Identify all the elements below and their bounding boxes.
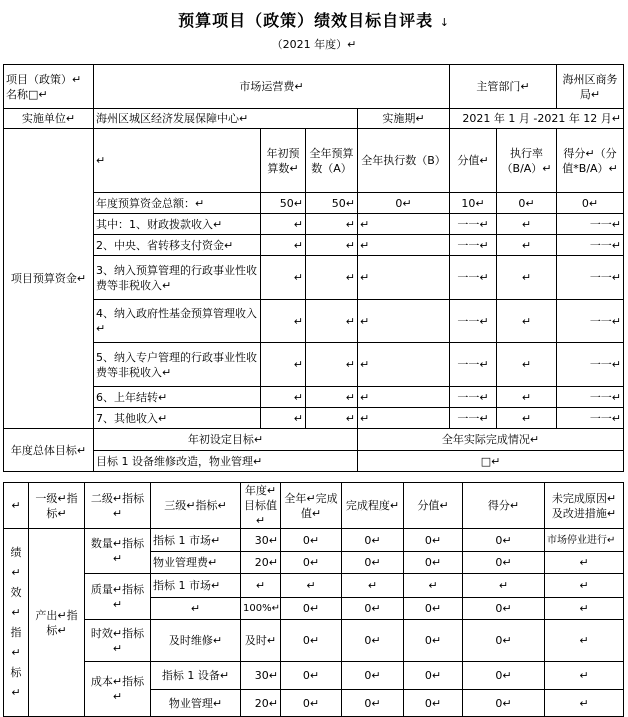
level3-indicator: 及时维修↵ — [151, 620, 241, 662]
level3-indicator: 物业管理费↵ — [151, 552, 241, 574]
budget-header-executed: 全年执行数（B） — [358, 129, 450, 193]
budget-row-label: 6、上年结转↵ — [94, 387, 261, 408]
period-value: 2021 年 1 月 -2021 年 12 月↵ — [450, 109, 624, 129]
reason: ↵ — [545, 662, 624, 690]
budget-row-label: 7、其他收入↵ — [94, 408, 261, 429]
budget-row-rate: ↵ — [497, 408, 557, 429]
budget-row-score: 一一↵ — [557, 343, 624, 387]
budget-row-value: 一一↵ — [450, 343, 497, 387]
score: ↵ — [463, 574, 545, 598]
score-value: 0↵ — [404, 662, 463, 690]
score-value: ↵ — [404, 574, 463, 598]
actual-value: 0↵ — [281, 620, 342, 662]
actual-value: 0↵ — [281, 690, 342, 717]
budget-row-full: ↵ — [306, 408, 358, 429]
score: 0↵ — [463, 598, 545, 620]
target-value: ↵ — [241, 574, 281, 598]
budget-header-score-value: 分值↵ — [450, 129, 497, 193]
budget-row-score: 一一↵ — [557, 387, 624, 408]
ind-header-level3: 三级↵指标↵ — [151, 483, 241, 529]
budget-row-value: 一一↵ — [450, 387, 497, 408]
budget-row-score: 一一↵ — [557, 235, 624, 256]
degree-value: 0↵ — [342, 690, 404, 717]
goal-actual-header: 全年实际完成情况↵ — [358, 429, 624, 451]
quality-indicator-label: 质量↵指标↵ — [85, 574, 151, 620]
budget-row-rate: ↵ — [497, 235, 557, 256]
reason: ↵ — [545, 574, 624, 598]
ind-header-score: 得分↵ — [463, 483, 545, 529]
actual-value: 0↵ — [281, 529, 342, 552]
unit-value: 海州区城区经济发展保障中心↵ — [94, 109, 358, 129]
budget-row-exec: ↵ — [358, 408, 450, 429]
project-name-value: 市场运营费↵ — [94, 65, 450, 109]
budget-row-label: 年度预算资金总额：↵ — [94, 193, 261, 214]
budget-row-value: 一一↵ — [450, 235, 497, 256]
budget-row-initial: ↵ — [261, 343, 306, 387]
budget-row-label: 4、纳入政府性基金预算管理收入↵ — [94, 300, 261, 343]
score-value: 0↵ — [404, 620, 463, 662]
dept-label: 主管部门↵ — [450, 65, 557, 109]
budget-row-exec: ↵ — [358, 214, 450, 235]
reason: ↵ — [545, 598, 624, 620]
budget-row-exec: 0↵ — [358, 193, 450, 214]
reason: ↵ — [545, 552, 624, 574]
score-value: 0↵ — [404, 529, 463, 552]
budget-row-initial: ↵ — [261, 256, 306, 300]
goal-initial-value: 目标 1 设备维修改造，物业管理↵ — [94, 451, 358, 472]
target-value: 30↵ — [241, 529, 281, 552]
actual-value: 0↵ — [281, 598, 342, 620]
cost-indicator-label: 成本↵指标↵ — [85, 662, 151, 717]
timeliness-indicator-label: 时效↵指标↵ — [85, 620, 151, 662]
budget-header-initial: 年初预算数↵ — [261, 129, 306, 193]
degree-value: 0↵ — [342, 662, 404, 690]
budget-row-label: 5、纳入专户管理的行政事业性收费等非税收入↵ — [94, 343, 261, 387]
score-value: 0↵ — [404, 552, 463, 574]
level3-indicator: 物业管理↵ — [151, 690, 241, 717]
budget-row-full: ↵ — [306, 343, 358, 387]
budget-row-initial: 50↵ — [261, 193, 306, 214]
budget-row-label: 2、中央、省转移支付资金↵ — [94, 235, 261, 256]
budget-row-rate: ↵ — [497, 343, 557, 387]
page-subtitle: （2021 年度）↵ — [271, 38, 357, 51]
degree-value: ↵ — [342, 574, 404, 598]
budget-row-initial: ↵ — [261, 300, 306, 343]
actual-value: 0↵ — [281, 662, 342, 690]
goal-initial-header: 年初设定目标↵ — [94, 429, 358, 451]
target-value: 30↵ — [241, 662, 281, 690]
ind-header-level1: 一级↵指标↵ — [29, 483, 85, 529]
ind-header-value: 分值↵ — [404, 483, 463, 529]
budget-section-label: 项目预算资金↵ — [4, 129, 94, 429]
indicator-table — [3, 482, 624, 717]
title-return-mark: ↓ — [439, 16, 450, 29]
level3-indicator: 指标 1 市场↵ — [151, 529, 241, 552]
budget-row-value: 一一↵ — [450, 300, 497, 343]
budget-row-full: ↵ — [306, 300, 358, 343]
budget-header-rate: 执行率（B/A）↵ — [497, 129, 557, 193]
budget-row-full: 50↵ — [306, 193, 358, 214]
dept-value: 海州区商务局↵ — [557, 65, 624, 109]
budget-row-rate: ↵ — [497, 300, 557, 343]
budget-row-score: 0↵ — [557, 193, 624, 214]
budget-row-rate: ↵ — [497, 387, 557, 408]
budget-row-rate: 0↵ — [497, 193, 557, 214]
goal-label: 年度总体目标↵ — [4, 429, 94, 472]
budget-row-exec: ↵ — [358, 387, 450, 408]
budget-header-full-year: 全年预算数（A） — [306, 129, 358, 193]
budget-row-initial: ↵ — [261, 387, 306, 408]
budget-row-initial: ↵ — [261, 214, 306, 235]
target-value: 20↵ — [241, 690, 281, 717]
budget-row-score: 一一↵ — [557, 214, 624, 235]
actual-value: ↵ — [281, 574, 342, 598]
score-value: 0↵ — [404, 598, 463, 620]
degree-value: 0↵ — [342, 620, 404, 662]
score: 0↵ — [463, 529, 545, 552]
budget-header-score: 得分↵（分值*B/A）↵ — [557, 129, 624, 193]
target-value: 20↵ — [241, 552, 281, 574]
reason: 市场停业进行↵ — [545, 529, 624, 552]
budget-row-exec: ↵ — [358, 300, 450, 343]
budget-row-initial: ↵ — [261, 408, 306, 429]
budget-row-rate: ↵ — [497, 214, 557, 235]
score: 0↵ — [463, 552, 545, 574]
score-value: 0↵ — [404, 690, 463, 717]
reason: ↵ — [545, 690, 624, 717]
page-title: 预算项目（政策）绩效目标自评表 ↓ — [178, 11, 450, 30]
score: 0↵ — [463, 620, 545, 662]
budget-row-rate: ↵ — [497, 256, 557, 300]
budget-row-full: ↵ — [306, 387, 358, 408]
level3-indicator: 指标 1 市场↵ — [151, 574, 241, 598]
budget-table — [3, 64, 624, 472]
budget-row-score: 一一↵ — [557, 256, 624, 300]
perf-indicator-label: 绩↵效↵指↵标↵ — [4, 529, 29, 717]
budget-row-value: 一一↵ — [450, 214, 497, 235]
budget-row-label: 3、纳入预算管理的行政事业性收费等非税收入↵ — [94, 256, 261, 300]
level3-indicator: 指标 1 设备↵ — [151, 662, 241, 690]
budget-header-blank: ↵ — [94, 129, 261, 193]
output-indicator-label: 产出↵指标↵ — [29, 529, 85, 717]
quantity-indicator-label: 数量↵指标↵ — [85, 529, 151, 574]
reason: ↵ — [545, 620, 624, 662]
budget-row-exec: ↵ — [358, 256, 450, 300]
budget-row-value: 一一↵ — [450, 256, 497, 300]
score: 0↵ — [463, 690, 545, 717]
level3-indicator: ↵ — [151, 598, 241, 620]
degree-value: 0↵ — [342, 598, 404, 620]
project-name-label: 项目（政策）↵ 名称□↵ — [4, 65, 94, 109]
unit-label: 实施单位↵ — [4, 109, 94, 129]
actual-value: 0↵ — [281, 552, 342, 574]
budget-row-score: 一一↵ — [557, 408, 624, 429]
budget-row-initial: ↵ — [261, 235, 306, 256]
ind-header-target: 年度↵目标值↵ — [241, 483, 281, 529]
goal-actual-value: □↵ — [358, 451, 624, 472]
degree-value: 0↵ — [342, 529, 404, 552]
budget-row-full: ↵ — [306, 256, 358, 300]
ind-header-actual: 全年↵完成值↵ — [281, 483, 342, 529]
target-value: 及时↵ — [241, 620, 281, 662]
budget-row-full: ↵ — [306, 235, 358, 256]
ind-header-blank: ↵ — [4, 483, 29, 529]
degree-value: 0↵ — [342, 552, 404, 574]
ind-header-level2: 二级↵指标↵ — [85, 483, 151, 529]
period-label: 实施期↵ — [358, 109, 450, 129]
ind-header-degree: 完成程度↵ — [342, 483, 404, 529]
budget-row-score: 一一↵ — [557, 300, 624, 343]
score: 0↵ — [463, 662, 545, 690]
budget-row-exec: ↵ — [358, 235, 450, 256]
budget-row-exec: ↵ — [358, 343, 450, 387]
target-value: 100%↵ — [241, 598, 281, 620]
ind-header-reason: 未完成原因↵及改进措施↵ — [545, 483, 624, 529]
budget-row-value: 10↵ — [450, 193, 497, 214]
budget-row-value: 一一↵ — [450, 408, 497, 429]
budget-row-label: 其中：1、财政拨款收入↵ — [94, 214, 261, 235]
budget-row-full: ↵ — [306, 214, 358, 235]
